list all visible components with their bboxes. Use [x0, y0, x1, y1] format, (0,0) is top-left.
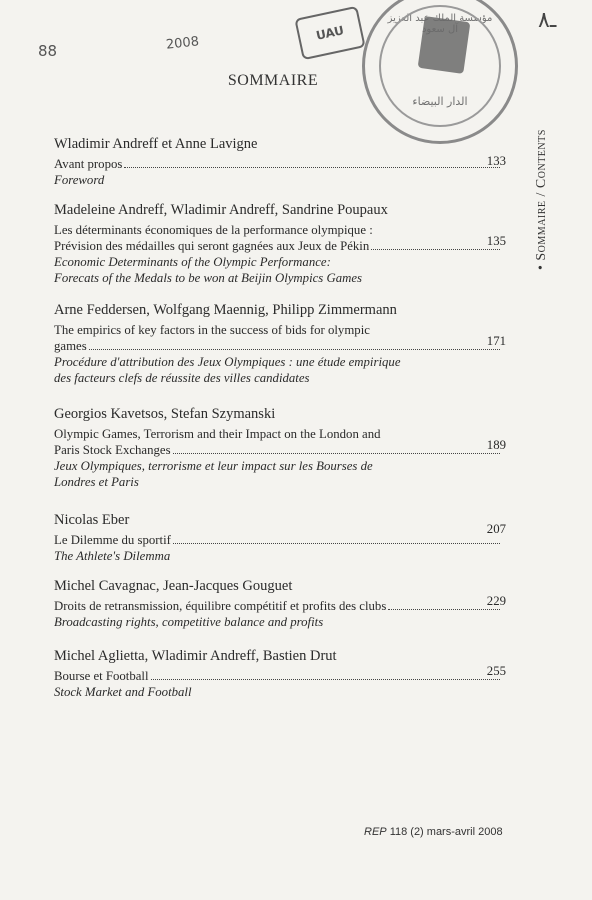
- stamp-bottom-text: الدار البيضاء: [412, 95, 468, 108]
- entry-title-en: Stock Market and Football: [54, 685, 192, 699]
- entry-title-fr: Le Dilemme du sportif: [54, 532, 502, 548]
- toc-entry[interactable]: [54, 578, 506, 630]
- toc-entry[interactable]: [54, 136, 506, 188]
- toc-entry[interactable]: [54, 202, 506, 286]
- entry-title-fr: games: [54, 338, 502, 354]
- handwritten-arabic-mark: ـ٨: [538, 8, 557, 33]
- toc-entry[interactable]: [54, 648, 506, 700]
- entry-title-en: Jeux Olympiques, terrorisme et leur impact sur les Bourses de: [54, 459, 373, 473]
- entry-title-fr: Bourse et Football: [54, 668, 502, 684]
- entry-title-en: des facteurs clefs de réussite des villes candidates: [54, 371, 310, 385]
- handwritten-year: 2008: [165, 34, 200, 53]
- entry-title-fr: Droits de retransmission, équilibre compétitif et profits des clubs: [54, 598, 502, 614]
- entry-page-number: 171: [486, 334, 506, 348]
- journal-abbrev: REP: [364, 826, 387, 838]
- library-logo-stamp: UAU: [294, 6, 365, 60]
- page-title: SOMMAIRE: [227, 72, 319, 89]
- page-footer: [364, 826, 503, 838]
- entry-page-number: 189: [486, 438, 506, 452]
- entry-title-en: Foreword: [54, 173, 105, 187]
- toc-entry[interactable]: [54, 406, 506, 490]
- stamp-emblem-icon: [418, 16, 471, 74]
- journal-issue: 118 (2) mars-avril 2008: [389, 826, 503, 838]
- entry-page-number: 135: [486, 234, 506, 248]
- entry-title-fr: Les déterminants économiques de la performance olympique :: [54, 223, 373, 237]
- entry-authors: Arne Feddersen, Wolfgang Maennig, Philipp Zimmermann: [54, 302, 397, 318]
- handwritten-number: 88: [38, 42, 58, 60]
- side-section-label: • Sommaire / Contents: [534, 129, 549, 270]
- entry-authors: Madeleine Andreff, Wladimir Andreff, Sandrine Poupaux: [54, 202, 388, 218]
- entry-authors: Michel Cavagnac, Jean-Jacques Gouguet: [54, 578, 293, 594]
- entry-title-en: Forecats of the Medals to be won at Beijin Olympics Games: [54, 271, 363, 285]
- entry-authors: Georgios Kavetsos, Stefan Szymanski: [54, 406, 276, 422]
- entry-title-fr: Olympic Games, Terrorism and their Impact on the London and: [54, 427, 381, 441]
- entry-title-fr: Paris Stock Exchanges: [54, 442, 502, 458]
- entry-authors: Michel Aglietta, Wladimir Andreff, Bastien Drut: [54, 648, 337, 664]
- entry-title-en: Londres et Paris: [54, 475, 139, 489]
- entry-title-en: Procédure d'attribution des Jeux Olympiques : une étude empirique: [54, 355, 401, 369]
- entry-title-en: Broadcasting rights, competitive balance and profits: [54, 615, 324, 629]
- entry-authors: Nicolas Eber: [54, 512, 130, 528]
- entry-page-number: 207: [486, 522, 506, 536]
- entry-title-en: The Athlete's Dilemma: [54, 549, 171, 563]
- toc-entry[interactable]: [54, 512, 506, 564]
- entry-authors: Wladimir Andreff et Anne Lavigne: [54, 136, 258, 152]
- stamp-top-text: مؤسسة الملك عبد العزيز آل سعود: [387, 13, 493, 35]
- entry-page-number: 255: [486, 664, 506, 678]
- toc-entry[interactable]: [54, 302, 506, 386]
- entry-title-fr: The empirics of key factors in the success of bids for olympic: [54, 323, 370, 337]
- entry-page-number: 133: [486, 154, 506, 168]
- entry-title-fr: Avant propos: [54, 156, 502, 172]
- entry-title-fr: Prévision des médailles qui seront gagnées aux Jeux de Pékin: [54, 238, 502, 254]
- entry-title-en: Economic Determinants of the Olympic Performance:: [54, 255, 331, 269]
- entry-page-number: 229: [486, 594, 506, 608]
